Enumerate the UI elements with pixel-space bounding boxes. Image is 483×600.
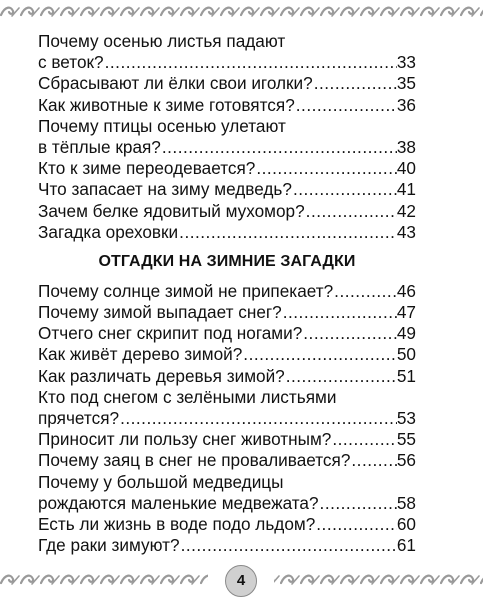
toc-entry-title: Приносит ли пользу снег животным? <box>38 429 332 450</box>
toc-entry-page: 40 <box>396 158 416 179</box>
toc-entry-title: Сбрасывают ли ёлки свои иголки? <box>38 73 313 94</box>
toc-entry-page: 61 <box>396 535 416 556</box>
toc-entry <box>38 31 416 52</box>
toc-dot-leader <box>295 95 397 116</box>
toc-entry-page: 53 <box>396 408 416 428</box>
page-number-badge: 4 <box>225 565 257 597</box>
toc-entry <box>38 73 416 94</box>
ornament-border-top <box>0 2 483 20</box>
toc-entry-title: Что запасает на зиму медведь? <box>38 179 292 200</box>
toc-entry-page: 38 <box>396 136 416 157</box>
toc-dot-leader <box>319 493 397 514</box>
toc-dot-leader <box>305 201 397 222</box>
toc-entry-title: с веток? <box>38 52 104 73</box>
toc-dot-leader <box>302 323 397 344</box>
toc-dot-leader <box>331 429 397 450</box>
toc-entry <box>38 323 416 344</box>
toc-entry-title: Почему у большой медведицы <box>38 471 284 492</box>
toc-entry-title: Как животные к зиме готовятся? <box>38 94 295 115</box>
toc-dot-leader <box>180 535 397 556</box>
toc-entry <box>38 201 416 222</box>
toc-entry-title: в тёплые края? <box>38 136 161 157</box>
toc-dot-leader <box>350 450 396 471</box>
toc-dot-leader <box>315 514 397 535</box>
toc-entry-page: 35 <box>396 73 416 94</box>
toc-entry-page: 60 <box>396 513 416 534</box>
toc-entry-title: Как живёт дерево зимой? <box>38 344 243 365</box>
toc-entry <box>38 222 416 243</box>
toc-dot-leader <box>313 73 397 94</box>
toc-entry-title: Почему птицы осенью улетают <box>38 115 286 136</box>
toc-entry-page: 43 <box>396 221 416 242</box>
toc-entry <box>38 344 416 365</box>
toc-entry <box>38 472 416 493</box>
toc-entry-page: 41 <box>396 179 416 200</box>
toc-entry-page: 55 <box>396 429 416 450</box>
toc-entry-title: Почему солнце зимой не припекает? <box>38 280 334 301</box>
toc-entry-title: прячется? <box>38 408 120 428</box>
toc-dot-leader <box>178 222 397 243</box>
toc-entry <box>38 493 416 514</box>
toc-entry <box>38 179 416 200</box>
toc-entry-title: Есть ли жизнь в воде подо льдом? <box>38 513 316 534</box>
toc-entry-title: Отчего снег скрипит под ногами? <box>38 323 303 344</box>
table-of-contents <box>38 31 416 556</box>
toc-entry-page: 33 <box>396 52 416 73</box>
toc-entry-title: Зачем белке ядовитый мухомор? <box>38 200 305 221</box>
toc-entry <box>38 366 416 387</box>
toc-entry-page: 50 <box>396 344 416 365</box>
toc-entry <box>38 535 416 556</box>
toc-entry <box>38 387 416 408</box>
toc-dot-leader <box>161 137 397 158</box>
toc-entry-title: Кто к зиме переодевается? <box>38 158 256 179</box>
toc-entry <box>38 158 416 179</box>
toc-entry-title: Почему заяц в снег не проваливается? <box>38 450 351 471</box>
toc-entry-page: 56 <box>396 450 416 471</box>
toc-entry <box>38 429 416 450</box>
toc-dot-leader <box>242 344 397 365</box>
toc-entry-title: Загадка ореховки <box>38 221 179 242</box>
toc-entry-title: рождаются маленькие медвежата? <box>38 492 319 513</box>
toc-entry-title: Почему зимой выпадает снег? <box>38 302 282 323</box>
toc-entry-title: Как различать деревья зимой? <box>38 365 285 386</box>
toc-entry <box>38 450 416 471</box>
toc-entry-title: Почему осенью листья падают <box>38 31 286 51</box>
toc-entry <box>38 408 416 429</box>
toc-dot-leader <box>255 158 397 179</box>
toc-section-winter <box>38 281 416 556</box>
toc-entry <box>38 302 416 323</box>
toc-entry-page: 49 <box>396 323 416 344</box>
toc-entry-page: 58 <box>396 492 416 513</box>
toc-section-autumn <box>38 31 416 243</box>
toc-dot-leader <box>104 52 397 73</box>
toc-entry <box>38 281 416 302</box>
toc-entry-page: 51 <box>396 365 416 386</box>
wave-ornament-icon <box>0 2 483 20</box>
toc-entry-page: 47 <box>396 302 416 323</box>
toc-dot-leader <box>285 366 397 387</box>
toc-entry <box>38 137 416 158</box>
toc-entry <box>38 52 416 73</box>
toc-entry-page: 36 <box>396 94 416 115</box>
toc-entry-page: 42 <box>396 200 416 221</box>
toc-dot-leader <box>292 179 397 200</box>
section-heading: ОТГАДКИ НА ЗИМНИЕ ЗАГАДКИ <box>98 252 356 270</box>
toc-entry-title: Кто под снегом с зелёными листьями <box>38 386 337 407</box>
toc-dot-leader <box>333 281 397 302</box>
toc-entry-page: 46 <box>396 280 416 301</box>
toc-entry-title: Где раки зимуют? <box>38 535 180 556</box>
toc-dot-leader <box>119 408 397 429</box>
toc-entry <box>38 95 416 116</box>
toc-dot-leader <box>282 302 397 323</box>
toc-entry <box>38 514 416 535</box>
toc-entry <box>38 116 416 137</box>
